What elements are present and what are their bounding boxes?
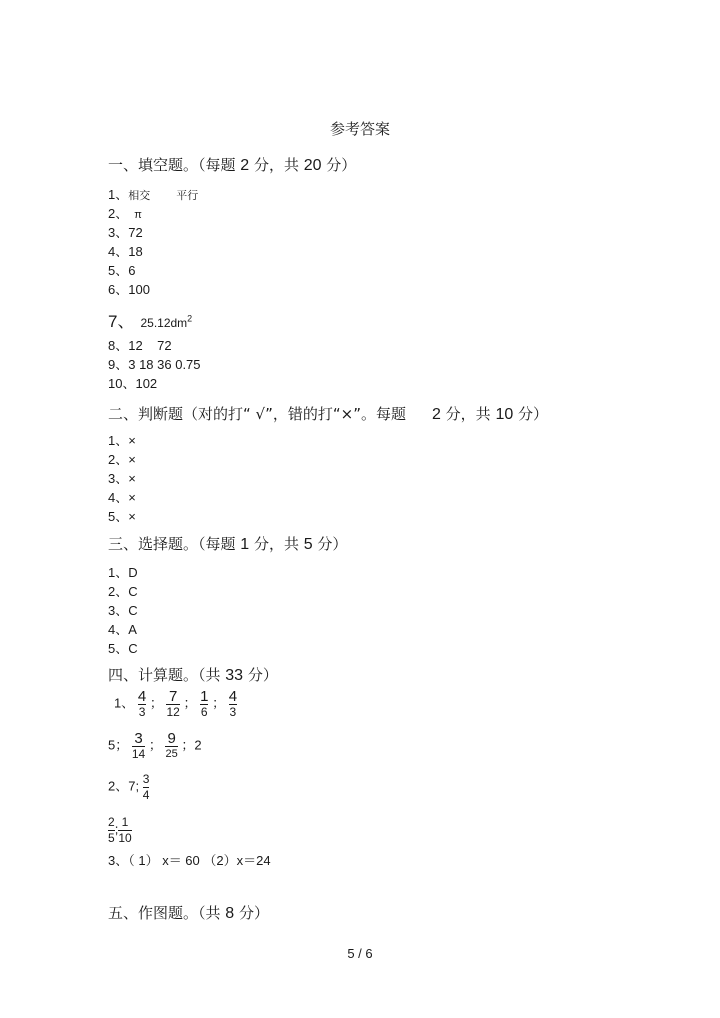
answer-3-5 — [108, 638, 138, 657]
denominator: 3 — [229, 705, 237, 719]
answer-index: 5、 — [108, 641, 129, 656]
denominator: 6 — [200, 705, 208, 719]
numerator: 4 — [228, 688, 238, 705]
numerator: 3 — [142, 772, 150, 786]
answer-1-7 — [108, 307, 192, 332]
answer-text: 3 18 36 0.75 — [128, 357, 201, 372]
answer-text: 6 — [128, 263, 136, 278]
denominator: 14 — [131, 747, 146, 761]
fraction — [200, 689, 208, 719]
answer-index: 1、 — [108, 565, 129, 580]
fraction — [143, 772, 150, 802]
answer-2-2 — [108, 449, 136, 468]
calc-text: ；2 — [181, 737, 202, 753]
page-title: 参考答案 — [329, 120, 390, 138]
answer-text: A — [128, 622, 137, 637]
fraction — [229, 689, 237, 719]
calc-line-1 — [114, 689, 237, 719]
answer-text: 100 — [128, 282, 150, 297]
section-5-heading-c: 分） — [234, 904, 269, 922]
section-4-heading-a: 四、计算题。（共 — [108, 666, 226, 684]
section-2-points-each: 2 — [431, 406, 441, 423]
answer-2-1 — [108, 430, 136, 449]
fraction — [138, 689, 146, 719]
answer-index: 5、 — [108, 263, 129, 278]
answer-index: 4、 — [108, 622, 129, 637]
separator: ； — [149, 695, 163, 711]
section-3-points-each: 1 — [240, 536, 250, 553]
answer-text: 12 72 — [128, 338, 172, 353]
calc-line-3 — [108, 772, 149, 802]
answer-index: 4、 — [108, 244, 129, 259]
separator: ； — [148, 737, 162, 753]
numerator: 2 — [108, 815, 115, 829]
answer-1-2 — [108, 203, 142, 222]
fraction — [165, 731, 177, 761]
section-1-points-total: 20 — [303, 157, 322, 174]
section-2-heading-b: 分，共 — [440, 405, 496, 423]
answer-index: 1、 — [108, 187, 129, 202]
answer-2-3 — [108, 468, 136, 487]
answer-1-6 — [108, 279, 150, 298]
calc-text: 7; — [128, 778, 140, 794]
section-4-points-total: 33 — [225, 667, 244, 684]
calc-text: （ 1） x＝ 60 （2）x＝24 — [128, 853, 271, 868]
answer-text: 相交 — [128, 190, 151, 202]
answer-text: × — [128, 471, 136, 486]
calc-line-2 — [108, 731, 202, 761]
fraction — [166, 689, 179, 719]
page-number: 5 / 6 — [347, 946, 373, 961]
answer-1-3 — [108, 222, 143, 241]
numerator: 1 — [200, 688, 209, 705]
answer-index: 6、 — [108, 282, 129, 297]
denominator: 12 — [166, 705, 180, 719]
section-3-points-total: 5 — [303, 536, 313, 553]
answer-text: × — [128, 433, 136, 448]
numerator: 1 — [121, 815, 129, 829]
section-1-points-each: 2 — [240, 157, 250, 174]
numerator: 9 — [167, 730, 176, 747]
answer-3-3 — [108, 600, 138, 619]
answer-index: 2、 — [108, 206, 129, 221]
answer-1-8 — [108, 335, 172, 354]
separator: ； — [183, 695, 197, 711]
answer-text: D — [128, 565, 138, 580]
fraction — [108, 815, 115, 845]
answer-index: 3、 — [108, 225, 129, 240]
denominator: 5 — [108, 831, 115, 845]
answer-3-1 — [108, 562, 138, 581]
section-5-heading — [108, 902, 269, 923]
section-1-heading-b: 分，共 — [249, 156, 304, 174]
answer-index: 2、 — [108, 452, 129, 467]
answer-text: C — [128, 603, 138, 618]
answer-text: 72 — [128, 225, 143, 240]
answer-index: 2、 — [108, 778, 129, 794]
answer-1-4 — [108, 241, 143, 260]
answer-1-9 — [108, 354, 201, 373]
section-2-heading-c: 分） — [513, 405, 549, 423]
section-1-heading-a: 一、填空题。（每题 — [108, 156, 241, 174]
section-5-points-total: 8 — [225, 905, 235, 922]
numerator: 4 — [137, 688, 147, 705]
denominator: 25 — [165, 748, 178, 760]
answer-index: 3、 — [108, 853, 129, 868]
answer-index: 9、 — [108, 357, 129, 372]
separator: ； — [212, 695, 226, 711]
section-4-heading-c: 分） — [243, 666, 278, 684]
answer-index: 3、 — [108, 471, 129, 486]
answer-index: 2、 — [108, 584, 129, 599]
answer-index: 5、 — [108, 509, 129, 524]
answer-text: 102 — [135, 376, 158, 391]
denominator: 4 — [142, 788, 150, 802]
calc-line-4 — [108, 815, 132, 845]
numerator: 7 — [168, 688, 178, 705]
answer-text-extra: 平行 — [176, 190, 199, 202]
separator: ; — [114, 821, 119, 837]
answer-1-5 — [108, 260, 135, 279]
answer-index: 3、 — [108, 603, 129, 618]
answer-3-4 — [108, 619, 137, 638]
answer-superscript: 2 — [187, 313, 193, 324]
section-2-heading — [108, 403, 548, 424]
section-3-heading-b: 分，共 — [249, 535, 304, 553]
answer-text: 18 — [128, 244, 143, 259]
answer-text: C — [128, 641, 138, 656]
section-5-heading-a: 五、作图题。（共 — [108, 904, 226, 922]
section-2-points-total: 10 — [495, 406, 514, 423]
section-3-heading-c: 分） — [312, 535, 348, 553]
answer-text: × — [128, 509, 136, 524]
answer-text: × — [128, 490, 136, 505]
answer-text: 25.12dm — [140, 316, 188, 330]
denominator: 3 — [138, 705, 146, 719]
answer-1-1 — [108, 184, 198, 203]
numerator: 3 — [134, 730, 143, 747]
denominator: 10 — [118, 831, 132, 845]
answer-index: 1、 — [108, 433, 129, 448]
fraction — [118, 815, 131, 845]
answer-index: 1、 — [114, 695, 135, 711]
section-1-heading — [108, 154, 356, 175]
section-1-heading-c: 分） — [321, 156, 357, 174]
section-3-heading-a: 三、选择题。（每题 — [108, 535, 241, 553]
section-2-heading-a: 二、判断题（对的打“ √”，错的打“×”。每题 — [108, 405, 406, 423]
calc-text: 5； — [108, 737, 129, 753]
answer-index: 4、 — [108, 490, 129, 505]
answer-3-2 — [108, 581, 138, 600]
answer-text: × — [128, 452, 136, 467]
fraction — [132, 731, 145, 761]
section-4-heading — [108, 664, 278, 685]
section-3-heading — [108, 533, 347, 554]
answer-2-4 — [108, 487, 136, 506]
answer-index: 7、 — [108, 312, 135, 331]
answer-text: C — [128, 584, 138, 599]
answer-index: 10、 — [108, 376, 136, 391]
answer-text: π — [134, 209, 142, 221]
answer-1-10 — [108, 373, 157, 392]
answer-2-5 — [108, 506, 136, 525]
calc-line-5 — [108, 850, 271, 869]
answer-index: 8、 — [108, 338, 129, 353]
